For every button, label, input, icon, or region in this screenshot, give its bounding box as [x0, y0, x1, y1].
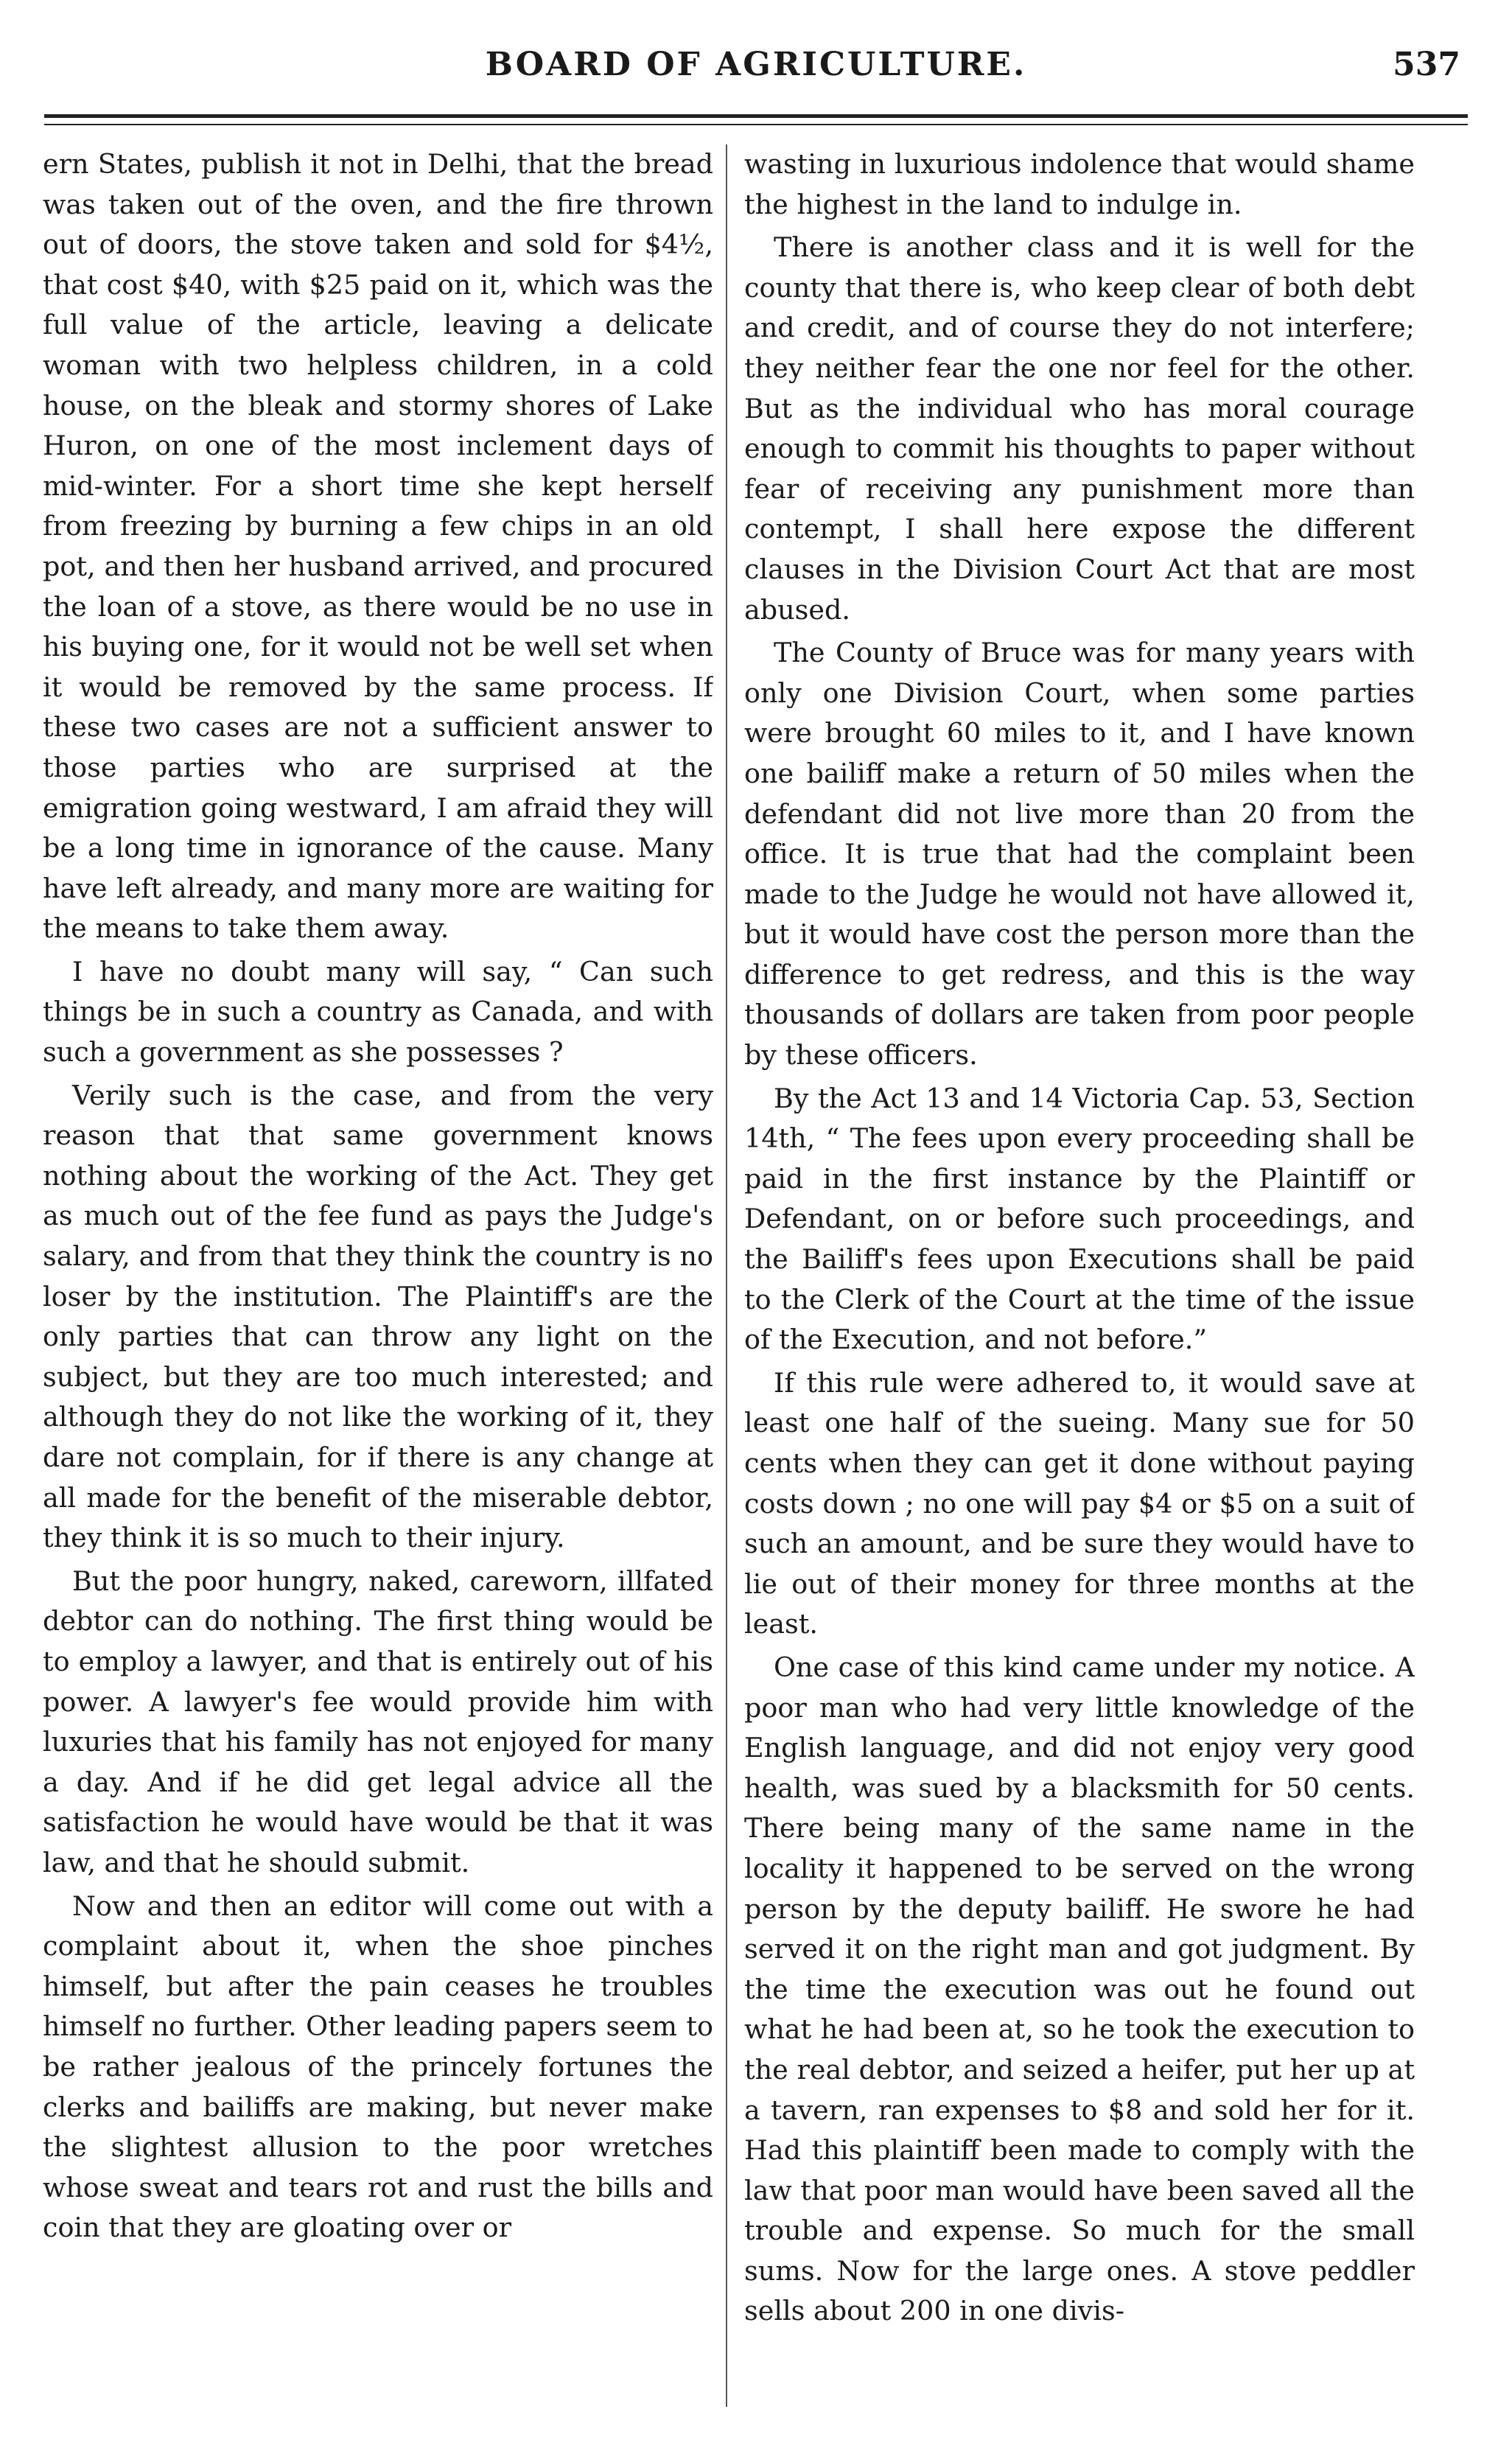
page-number: 537 — [1393, 46, 1460, 83]
header-rule-thin — [44, 124, 1468, 125]
left-column — [43, 144, 713, 2407]
running-title: BOARD OF AGRICULTURE. — [485, 46, 1027, 83]
paragraph: One case of this kind came under my notice. A poor man who had very little knowledge of the English language, and did not enjoy very good health, was sued by a blacksmith for 50 cents. There being many of the same name in the locality it happened to be served on the wrong person by the deputy bailiff. He swore he had served it on the right man and got judgment. By the time the execution was out he found out what he had been at, so he took the execution to the real debtor, and seized a heifer, put her up at a tavern, ran expenses to $8 and sold her for it. Had this plaintiff been made to comply with the law that poor man would have been saved all the trouble and expense. So much for the small sums. Now for the large ones. A stove peddler sells about 200 in one divis- — [744, 1651, 1415, 2327]
running-head — [44, 46, 1468, 105]
paragraph: But the poor hungry, naked, careworn, illfated debtor can do nothing. The first thing would be to employ a lawyer, and that is entirely out of his power. A lawyer's fee would provide him with luxuries that his family has not enjoyed for many a day. And if he did get legal advice all the satisfaction he would have would be that it was law, and that he should submit. — [43, 1565, 713, 1878]
column-divider — [726, 144, 727, 2407]
paragraph: Now and then an editor will come out with a complaint about it, when the shoe pinches himself, but after the pain ceases he troubles himself no further. Other leading papers seem to be rather jealous of the princely fortunes the clerks and bailiffs are making, but never make the slightest allusion to the poor wretches whose sweat and tears rot and rust the bills and coin that they are gloating over or — [43, 1890, 713, 2244]
right-column — [744, 144, 1415, 2407]
paragraph: ern States, publish it not in Delhi, that the bread was taken out of the oven, and the fire thrown out of doors, the stove taken and sold for $4½, that cost $40, with $25 paid on it, which was the full value of the article, leaving a delicate woman with two helpless children, in a cold house, on the bleak and stormy shores of Lake Huron, on one of the most inclement days of mid-winter. For a short time she kept herself from freezing by burning a few chips in an old pot, and then her husband arrived, and procured the loan of a stove, as there would be no use in his buying one, for it would not be well set when it would be removed by the same process. If these two cases are not a sufficient answer to those parties who are surprised at the emigration going westward, I am afraid they will be a long time in ignorance of the cause. Many have left already, and many more are waiting for the means to take them away. — [43, 148, 713, 945]
paragraph: The County of Bruce was for many years with only one Division Court, when some parties were brought 60 miles to it, and I have known one bailiff make a return of 50 miles when the defendant did not live more than 20 from the office. It is true that had the complaint been made to the Judge he would not have allowed it, but it would have cost the person more than the difference to get redress, and this is the way thousands of dollars are taken from poor people by these officers. — [744, 637, 1415, 1072]
paragraph: Verily such is the case, and from the very reason that that same government knows nothing about the working of the Act. They get as much out of the fee fund as pays the Judge's salary, and from that they think the country is no loser by the institution. The Plaintiff's are the only parties that can throw any light on the subject, but they are too much interested; and although they do not like the working of it, they dare not complain, for if there is any change at all made for the benefit of the miserable debtor, they think it is so much to their injury. — [43, 1079, 713, 1554]
paragraph: wasting in luxurious indolence that would shame the highest in the land to indulge in. — [744, 148, 1415, 220]
paragraph: If this rule were adhered to, it would save at least one half of the sueing. Many sue for 50 cents when they can get it done without paying costs down ; no one will pay $4 or $5 on a suit of such an amount, and be sure they would have to lie out of their money for three months at the least. — [744, 1366, 1415, 1640]
paragraph: There is another class and it is well for the county that there is, who keep clear of both debt and credit, and of course they do not interfere; they neither fear the one nor feel for the other. But as the individual who has moral courage enough to commit his thoughts to paper without fear of receiving any punishment more than contempt, I shall here expose the different clauses in the Division Court Act that are most abused. — [744, 231, 1415, 626]
paragraph: By the Act 13 and 14 Victoria Cap. 53, Section 14th, “ The fees upon every proceeding shall be paid in the first instance by the Plaintiff or Defendant, on or before such proceedings, and the Bailiff's fees upon Executions shall be paid to the Clerk of the Court at the time of the issue of the Execution, and not before.” — [744, 1082, 1415, 1356]
header-rule-thick — [44, 114, 1468, 118]
paragraph: I have no doubt many will say, “ Can such things be in such a country as Canada, and with such a government as she possesses ? — [43, 955, 713, 1069]
